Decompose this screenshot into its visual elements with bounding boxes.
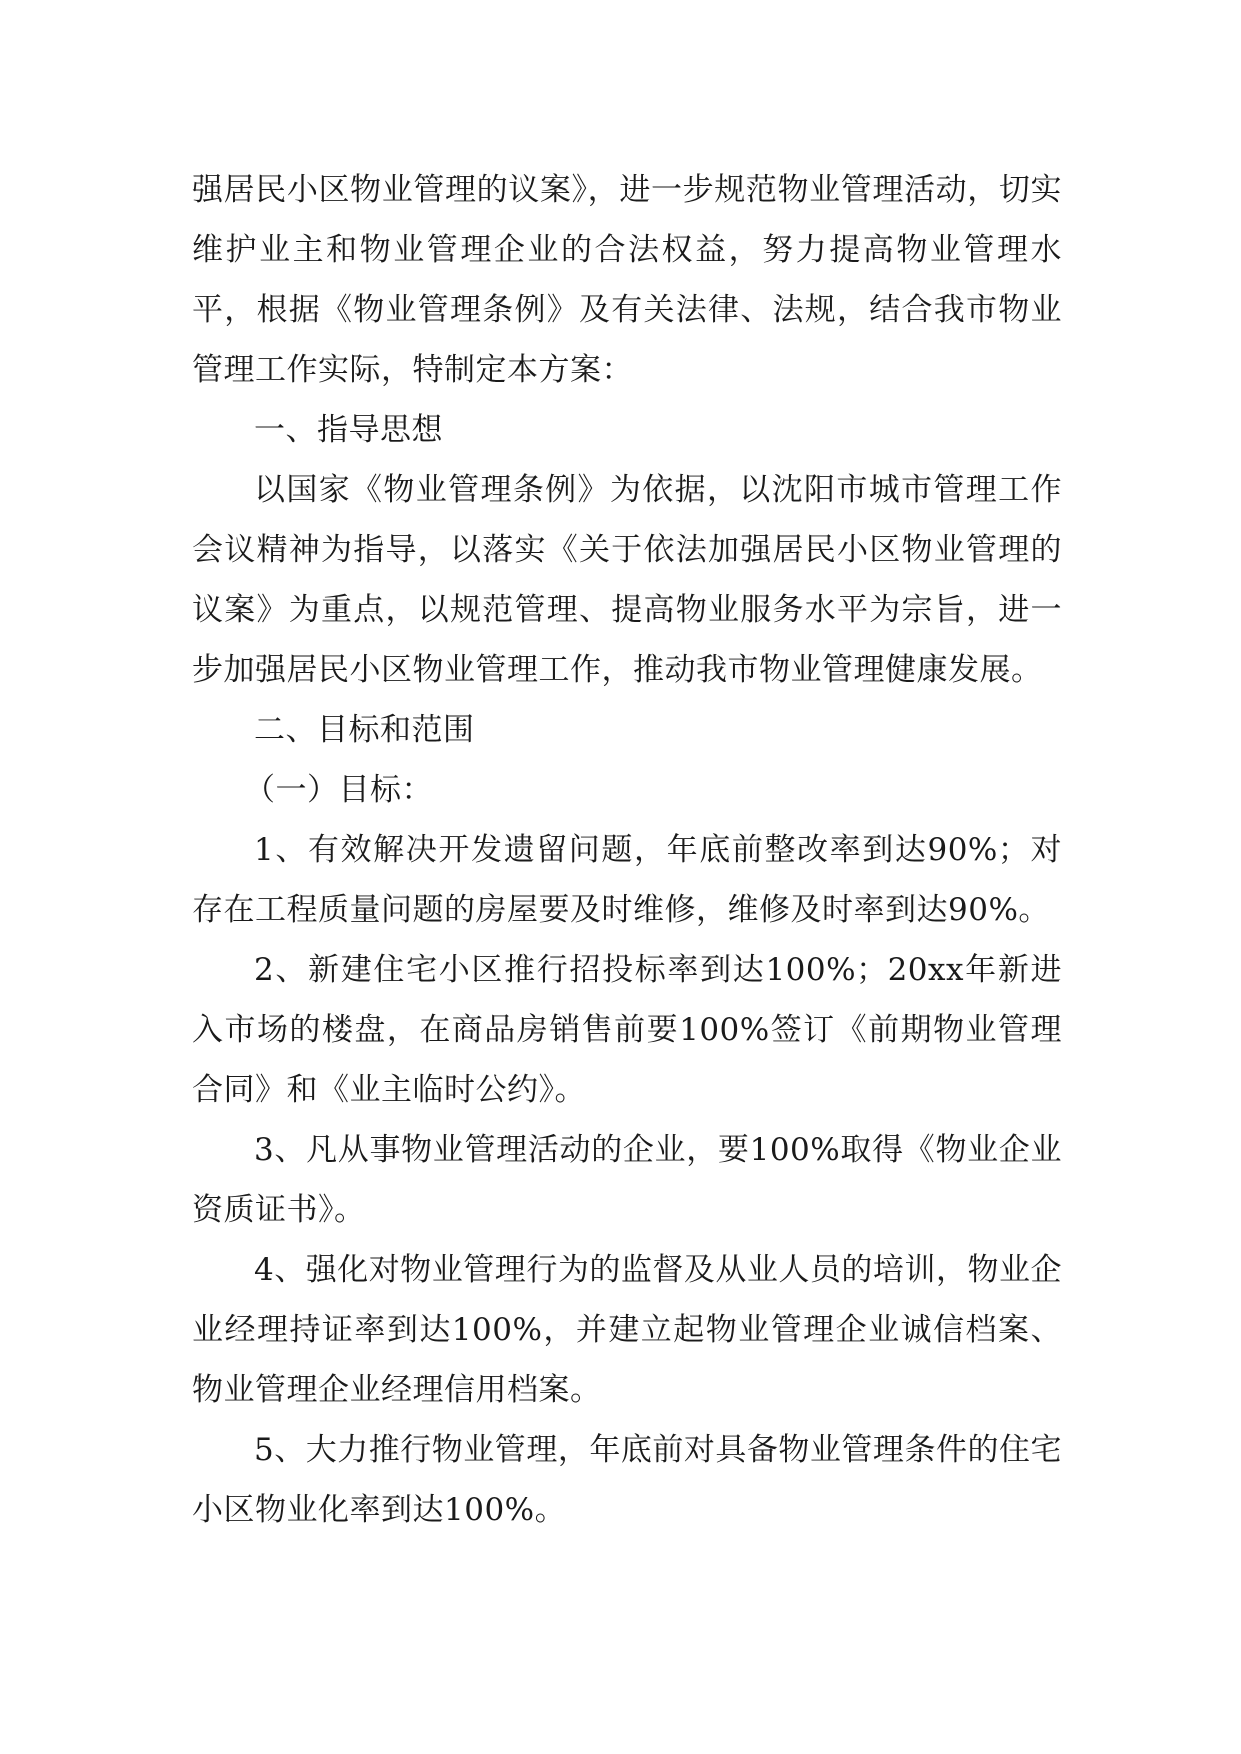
section-heading-goals-scope: 二、目标和范围 [254, 712, 475, 748]
goal-item-3: 3、凡从事物业管理活动的企业，要100%取得《物业企业资质证书》。 [192, 1132, 1062, 1228]
guiding-ideology-paragraph: 以国家《物业管理条例》为依据，以沈阳市城市管理工作会议精神为指导，以落实《关于依法加强居民小区物业管理的议案》为重点，以规范管理、提高物业服务水平为宗旨，进一步加强居民小区物业管理工作，推动我市物业管理健康发展。 [192, 472, 1062, 688]
section-heading-guiding-ideology: 一、指导思想 [254, 412, 443, 448]
goal-item-4: 4、强化对物业管理行为的监督及从业人员的培训，物业企业经理持证率到达100%，并建立起物业管理企业诚信档案、物业管理企业经理信用档案。 [192, 1252, 1062, 1408]
subsection-heading-goals: （一）目标： [244, 772, 433, 808]
goal-item-2: 2、新建住宅小区推行招投标率到达100%；20xx年新进入市场的楼盘，在商品房销售前要100%签订《前期物业管理合同》和《业主临时公约》。 [192, 952, 1062, 1108]
goal-item-5: 5、大力推行物业管理，年底前对具备物业管理条件的住宅小区物业化率到达100%。 [192, 1432, 1062, 1528]
intro-paragraph: 强居民小区物业管理的议案》，进一步规范物业管理活动，切实维护业主和物业管理企业的合法权益，努力提高物业管理水平，根据《物业管理条例》及有关法律、法规，结合我市物业管理工作实际，特制定本方案： [192, 172, 1062, 388]
goal-item-1: 1、有效解决开发遗留问题，年底前整改率到达90%；对存在工程质量问题的房屋要及时维修，维修及时率到达90%。 [192, 832, 1062, 928]
document-body [192, 160, 1062, 1540]
